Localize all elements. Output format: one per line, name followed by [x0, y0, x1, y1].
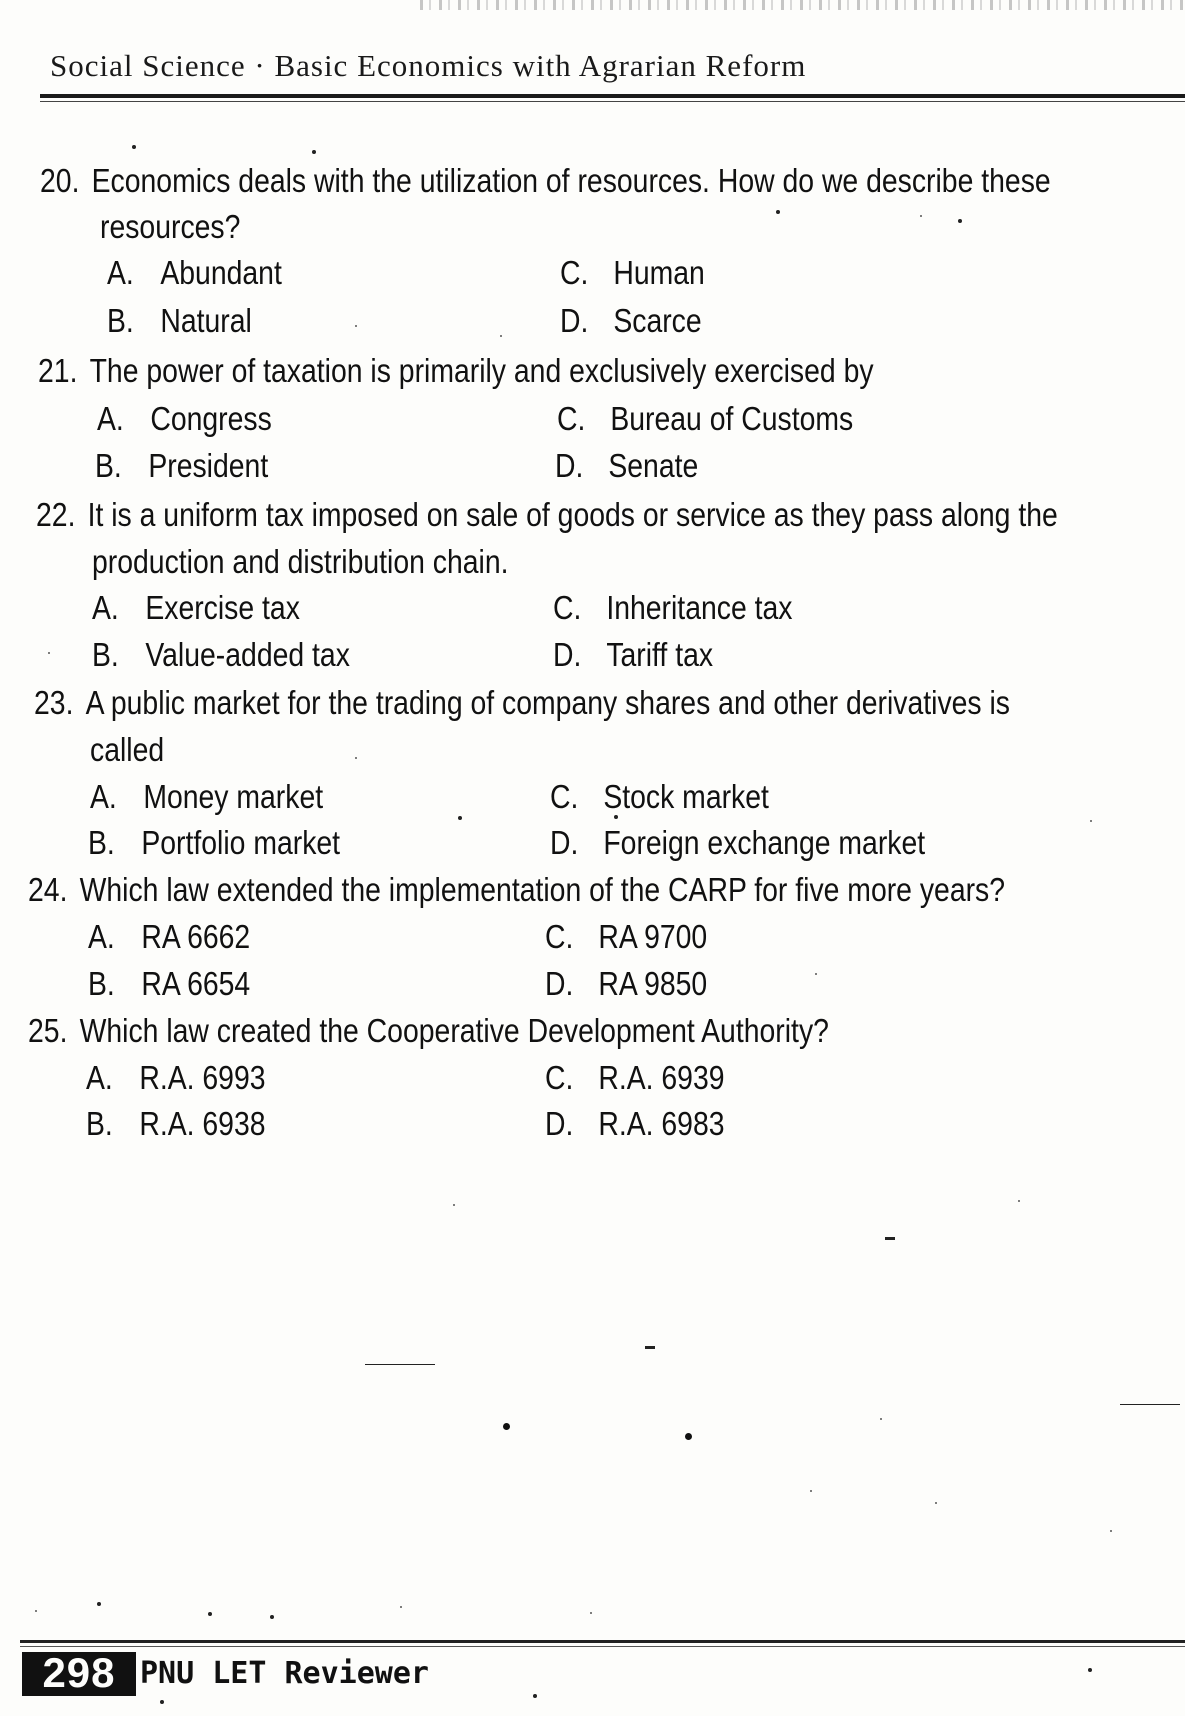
footer-title: PNU LET Reviewer: [140, 1656, 429, 1691]
question-21-option-a: [97, 396, 272, 442]
question-22-option-d: [553, 632, 713, 678]
scan-speck: [880, 1418, 882, 1420]
option-letter: C.: [545, 918, 574, 955]
scan-speck: [208, 1612, 212, 1616]
question-25-line-1: [28, 1008, 829, 1054]
option-letter: C.: [553, 589, 582, 626]
question-25-option-b: [86, 1101, 266, 1147]
question-text: Economics deals with the utilization of resources. How do we describe these: [91, 162, 1051, 199]
option-letter: B.: [95, 447, 122, 484]
option-letter: D.: [545, 1105, 574, 1142]
option-letter: A.: [92, 589, 119, 626]
scan-speck: [400, 1606, 402, 1608]
option-text: RA 9850: [598, 965, 708, 1002]
question-20-option-a: [107, 250, 282, 296]
question-20-option-b: [107, 298, 252, 344]
footer-rule: [20, 1640, 1185, 1643]
question-20-option-d: [560, 298, 702, 344]
option-letter: C.: [560, 254, 589, 291]
option-text: Human: [613, 254, 705, 291]
option-letter: C.: [545, 1059, 574, 1096]
scan-speck: [815, 973, 817, 975]
option-letter: D.: [545, 965, 574, 1002]
question-25-option-a: [86, 1055, 266, 1101]
option-letter: A.: [90, 778, 117, 815]
option-letter: B.: [92, 636, 119, 673]
scan-speck: [935, 1502, 937, 1504]
scan-speck: [97, 1602, 101, 1606]
footer-rule-thin: [20, 1646, 1185, 1647]
question-number: 24.: [28, 871, 68, 908]
option-letter: D.: [553, 636, 582, 673]
scan-dash: [885, 1237, 895, 1240]
question-22-line-2: production and distribution chain.: [92, 543, 509, 580]
question-21-option-b: [95, 443, 268, 489]
option-letter: B.: [88, 824, 115, 861]
scan-speck: [1018, 1200, 1020, 1202]
option-letter: D.: [555, 447, 584, 484]
scan-speck: [453, 1204, 455, 1206]
question-number: 21.: [38, 352, 78, 389]
question-20-line-2: resources?: [100, 208, 241, 245]
option-text: Senate: [608, 447, 699, 484]
question-text: A public market for the trading of company shares and other derivatives is: [85, 684, 1011, 721]
scan-dash: [645, 1346, 655, 1349]
option-letter: A.: [86, 1059, 113, 1096]
scan-speck: [48, 652, 50, 654]
option-letter: C.: [557, 400, 586, 437]
scan-speck: [35, 1610, 37, 1612]
question-23-line-2: called: [90, 731, 165, 768]
option-text: Tariff tax: [606, 636, 714, 673]
scan-speck: [355, 757, 357, 759]
scan-dash: [365, 1364, 435, 1365]
question-21-line-1: [38, 348, 874, 394]
question-23-option-d: [550, 820, 925, 866]
scan-speck: [590, 1612, 592, 1614]
running-header: Social Science · Basic Economics with Agrarian Reform: [50, 48, 807, 83]
question-text: It is a uniform tax imposed on sale of goods or service as they pass along the: [87, 496, 1058, 533]
scan-speck: [132, 145, 136, 149]
question-text: Which law extended the implementation of the CARP for five more years?: [79, 871, 1006, 908]
question-21-option-c: [557, 396, 853, 442]
question-21-option-d: [555, 443, 698, 489]
option-text: Stock market: [603, 778, 769, 815]
question-25-option-c: [545, 1055, 725, 1101]
question-number: 20.: [40, 162, 80, 199]
question-20-line-1: [40, 158, 1051, 204]
scan-speck: [958, 219, 962, 223]
scan-speck: [312, 150, 316, 154]
scan-speck: [614, 815, 618, 819]
scan-speck: [685, 1433, 692, 1440]
option-text: RA 6662: [141, 918, 251, 955]
question-20-option-c: [560, 250, 705, 296]
scan-speck: [920, 215, 922, 217]
question-text: Which law created the Cooperative Development Authority?: [79, 1012, 829, 1049]
option-letter: A.: [107, 254, 134, 291]
question-24-option-d: [545, 961, 707, 1007]
question-23-option-b: [88, 820, 340, 866]
option-text: Inheritance tax: [606, 589, 793, 626]
question-24-option-a: [88, 914, 250, 960]
option-text: RA 9700: [598, 918, 708, 955]
scan-speck: [355, 325, 357, 327]
scan-speck: [160, 1700, 164, 1704]
option-text: President: [148, 447, 269, 484]
question-text: The power of taxation is primarily and exclusively exercised by: [89, 352, 874, 389]
option-text: Value-added tax: [145, 636, 350, 673]
question-number: 23.: [34, 684, 74, 721]
question-23-option-a: [90, 774, 323, 820]
question-22-option-a: [92, 585, 300, 631]
option-text: Scarce: [613, 302, 702, 339]
option-letter: A.: [97, 400, 124, 437]
page-number: 298: [42, 1649, 116, 1696]
option-letter: B.: [86, 1105, 113, 1142]
option-text: Foreign exchange market: [603, 824, 926, 861]
question-24-option-c: [545, 914, 707, 960]
scan-speck: [500, 335, 502, 337]
question-22-option-c: [553, 585, 792, 631]
option-text: R.A. 6939: [598, 1059, 725, 1096]
scan-speck: [533, 1694, 537, 1698]
option-text: Congress: [150, 400, 272, 437]
question-24-option-b: [88, 961, 250, 1007]
option-text: R.A. 6938: [139, 1105, 266, 1142]
option-text: Money market: [143, 778, 324, 815]
scan-speck: [270, 1615, 274, 1619]
question-22-line-1: [36, 492, 1058, 538]
option-letter: C.: [550, 778, 579, 815]
scan-speck: [503, 1423, 510, 1430]
question-23-line-1: [34, 680, 1010, 726]
option-letter: B.: [88, 965, 115, 1002]
question-24-line-1: [28, 867, 1005, 913]
option-letter: D.: [560, 302, 589, 339]
question-25-option-d: [545, 1101, 725, 1147]
question-number: 22.: [36, 496, 76, 533]
scan-speck: [1090, 820, 1092, 822]
question-number: 25.: [28, 1012, 68, 1049]
scan-speck: [810, 1490, 812, 1492]
option-text: RA 6654: [141, 965, 251, 1002]
option-letter: B.: [107, 302, 134, 339]
option-text: R.A. 6983: [598, 1105, 725, 1142]
scan-dash: [1120, 1404, 1180, 1405]
scan-speck: [1088, 1668, 1092, 1672]
option-letter: D.: [550, 824, 579, 861]
option-text: Natural: [160, 302, 252, 339]
question-22-option-b: [92, 632, 350, 678]
option-letter: A.: [88, 918, 115, 955]
option-text: Exercise tax: [145, 589, 300, 626]
option-text: Abundant: [160, 254, 282, 291]
option-text: Bureau of Customs: [610, 400, 854, 437]
scan-speck: [776, 210, 780, 214]
scan-speck: [1110, 1530, 1112, 1532]
option-text: R.A. 6993: [139, 1059, 266, 1096]
scan-speck: [458, 816, 462, 820]
question-23-option-c: [550, 774, 769, 820]
option-text: Portfolio market: [141, 824, 341, 861]
